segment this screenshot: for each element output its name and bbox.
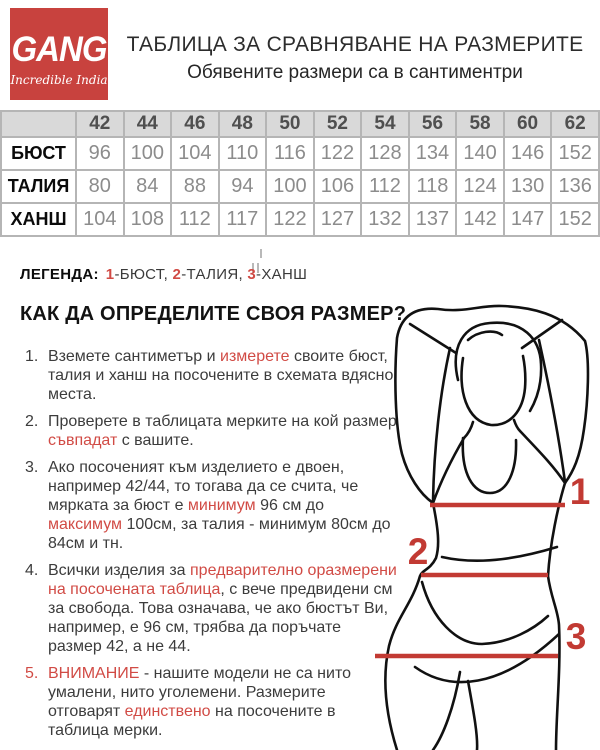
table-artifact-tick — [260, 249, 262, 258]
size-value-cell: 142 — [456, 203, 504, 236]
size-value-cell: 106 — [314, 170, 362, 203]
size-value-cell: 130 — [504, 170, 552, 203]
legend-number: 3 — [247, 266, 257, 283]
brand-logo — [10, 8, 108, 100]
leg-line-right — [468, 681, 477, 750]
legend — [20, 266, 307, 283]
belly-crease-line — [442, 547, 557, 561]
legend-number: 2 — [172, 266, 182, 283]
row-label: ТАЛИЯ — [1, 170, 76, 203]
face-outline — [462, 356, 526, 425]
size-column-header: 52 — [314, 111, 362, 137]
size-column-header: 48 — [219, 111, 267, 137]
size-value-cell: 140 — [456, 137, 504, 170]
size-value-cell: 100 — [124, 137, 172, 170]
row-label: ХАНШ — [1, 203, 76, 236]
figure-illustration — [372, 298, 600, 750]
page-title: ТАБЛИЦА ЗА СРАВНЯВАНЕ НА РАЗМЕРИТЕ — [126, 33, 584, 56]
howto-item — [25, 458, 397, 553]
neck-line-right — [514, 420, 520, 431]
legend-text: -БЮСТ, — [114, 266, 173, 283]
size-value-cell: 112 — [171, 203, 219, 236]
howto-list — [25, 347, 397, 748]
bust-measure-label: 1 — [569, 471, 591, 512]
page-subtitle: Обявените размери са в сантиментри — [187, 62, 523, 83]
howto-item — [25, 347, 397, 404]
body-arms-outline — [395, 306, 588, 503]
hair-outline — [456, 323, 541, 411]
left-forearm-line — [410, 324, 456, 353]
neckline-curve — [463, 438, 516, 493]
shoulder-line-right — [520, 431, 565, 483]
brand-tagline: Incredible India — [10, 73, 108, 87]
howto-item-text: Всички изделия за предварително оразмерени на посочената таблица, с вече предвидени см за свобода. Това означава, че ако бюстът Ви, например, е 96 см, трябва да поръчате размер 42, а не 44. — [48, 562, 397, 655]
howto-item-number: 1. — [25, 348, 39, 365]
torso-side-right — [548, 483, 565, 750]
waist-measure-label: 2 — [407, 531, 429, 572]
legend-text: -ТАЛИЯ, — [181, 266, 248, 283]
size-value-cell: 137 — [409, 203, 457, 236]
size-value-cell: 84 — [124, 170, 172, 203]
size-column-header: 58 — [456, 111, 504, 137]
size-value-cell: 152 — [551, 203, 599, 236]
size-value-cell: 128 — [361, 137, 409, 170]
size-value-cell: 152 — [551, 137, 599, 170]
size-value-cell: 94 — [219, 170, 267, 203]
right-forearm-line — [522, 320, 562, 348]
size-table-body — [1, 137, 599, 236]
howto-item-text: Проверете в таблицата мерките на кой размер съвпадат с вашите. — [48, 413, 397, 449]
size-value-cell: 117 — [219, 203, 267, 236]
howto-item-number: 5. — [25, 665, 39, 682]
size-value-cell: 146 — [504, 137, 552, 170]
size-value-cell: 134 — [409, 137, 457, 170]
size-value-cell: 122 — [314, 137, 362, 170]
size-value-cell: 147 — [504, 203, 552, 236]
legend-text: -ХАНШ — [256, 266, 308, 283]
left-inner-arm-line — [433, 348, 450, 501]
howto-item-text: Ако посоченият към изделието е двоен, например 42/44, то тогава да се счита, че мярката за бюст е минимум 96 см до максимум 100см, за талия - минимум 80см до 84см и тн. — [48, 459, 391, 552]
howto-item — [25, 664, 397, 740]
size-value-cell: 118 — [409, 170, 457, 203]
size-column-header: 50 — [266, 111, 314, 137]
size-table-head-row — [1, 111, 599, 137]
corner-cell — [1, 111, 76, 137]
legend-label: ЛЕГЕНДА: — [20, 266, 99, 283]
table-row — [1, 203, 599, 236]
size-value-cell: 96 — [76, 137, 124, 170]
size-value-cell: 88 — [171, 170, 219, 203]
howto-item — [25, 412, 397, 450]
size-column-header: 54 — [361, 111, 409, 137]
size-column-header: 60 — [504, 111, 552, 137]
table-row — [1, 137, 599, 170]
howto-item-number: 2. — [25, 413, 39, 430]
size-column-header: 56 — [409, 111, 457, 137]
table-row — [1, 170, 599, 203]
howto-item-text: ВНИМАНИЕ - нашите модели не са нито умалени, нито уголемени. Размерите отговарят единствено на посочените в таблица мерки. — [48, 665, 351, 739]
size-value-cell: 124 — [456, 170, 504, 203]
legend-number: 1 — [105, 266, 115, 283]
hips-measure-label: 3 — [565, 616, 587, 657]
size-value-cell: 127 — [314, 203, 362, 236]
hair-fringe-line — [468, 332, 502, 340]
size-value-cell: 104 — [76, 203, 124, 236]
panty-top-curve — [422, 582, 548, 644]
header — [112, 33, 598, 84]
hip-sweep-curve — [415, 634, 559, 682]
size-value-cell: 112 — [361, 170, 409, 203]
size-value-cell: 80 — [76, 170, 124, 203]
size-value-cell: 104 — [171, 137, 219, 170]
howto-item-number: 3. — [25, 459, 39, 476]
neck-line-left — [464, 422, 473, 438]
row-label: БЮСТ — [1, 137, 76, 170]
size-comparison-table — [0, 110, 600, 237]
brand-name: GANG — [11, 28, 107, 69]
size-value-cell: 122 — [266, 203, 314, 236]
size-value-cell: 108 — [124, 203, 172, 236]
legend-items — [106, 266, 307, 283]
size-value-cell: 116 — [266, 137, 314, 170]
howto-item-number: 4. — [25, 562, 39, 579]
size-column-header: 44 — [124, 111, 172, 137]
right-inner-arm-line — [539, 340, 565, 482]
size-value-cell: 132 — [361, 203, 409, 236]
size-column-header: 46 — [171, 111, 219, 137]
howto-heading: КАК ДА ОПРЕДЕЛИТЕ СВОЯ РАЗМЕР? — [20, 303, 407, 325]
size-value-cell: 110 — [219, 137, 267, 170]
leg-line-left — [433, 672, 460, 750]
size-column-header: 62 — [551, 111, 599, 137]
howto-item-text: Вземете сантиметър и измерете своите бюст, талия и ханш на посочените в схемата вдясно места. — [48, 348, 394, 403]
size-value-cell: 100 — [266, 170, 314, 203]
size-column-header: 42 — [76, 111, 124, 137]
size-value-cell: 136 — [551, 170, 599, 203]
howto-item — [25, 561, 397, 656]
shoulder-line-left — [433, 438, 464, 503]
